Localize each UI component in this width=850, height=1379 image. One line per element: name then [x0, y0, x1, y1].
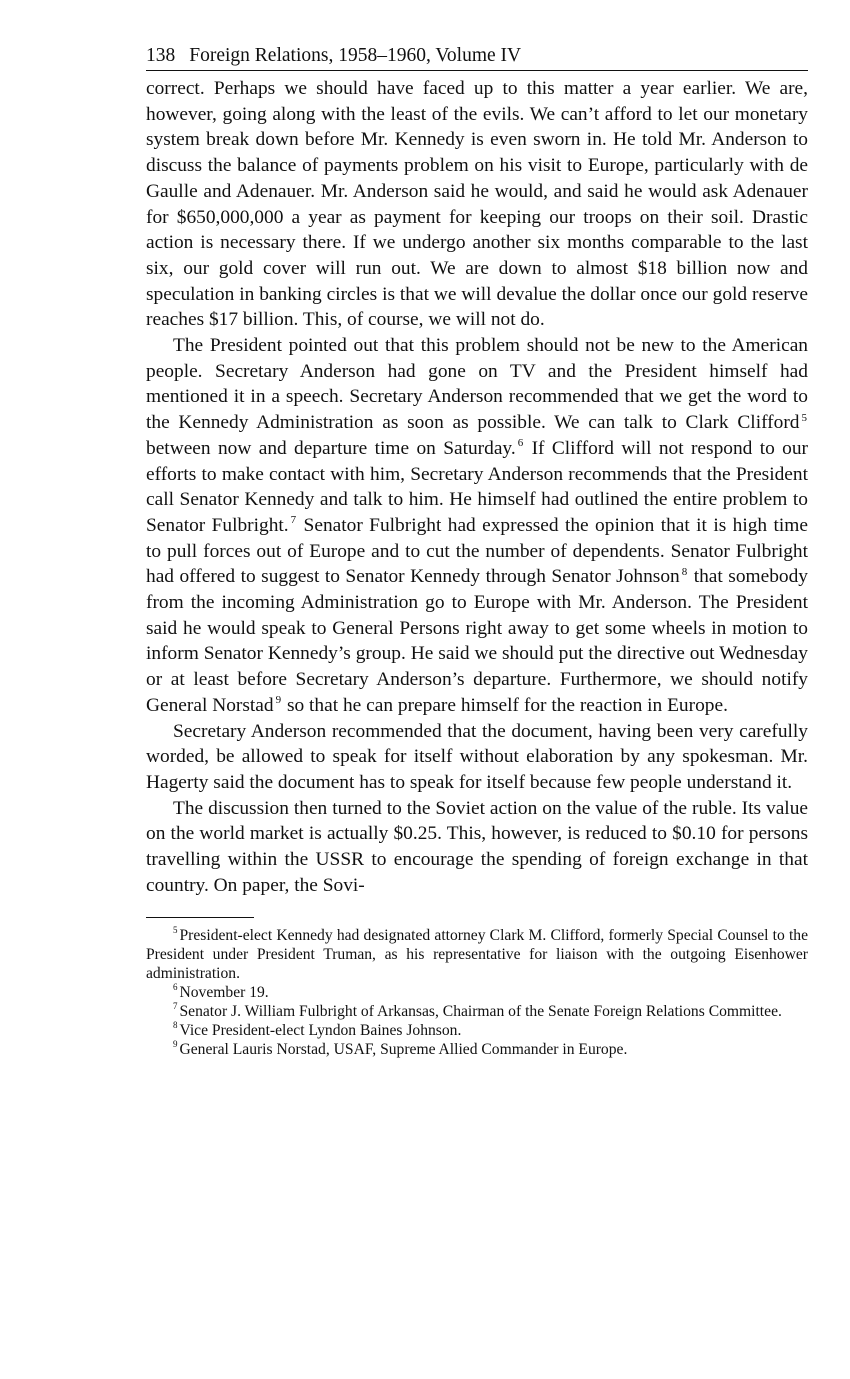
paragraph-2-text: between now and departure time on Saturday. — [146, 437, 516, 459]
footnote-divider — [146, 917, 254, 918]
footnote-ref-8[interactable]: 8 — [681, 565, 688, 578]
paragraph-2-text: If Clifford will not respond to our efforts to make contact with him, Secretary Anderson recommends that the President call Senator Kennedy and talk to him. He himself had outlined the entire problem to Senator Fulbright. — [146, 437, 809, 536]
footnote-number: 6 — [173, 982, 178, 993]
page-number: 138 — [146, 45, 176, 66]
footnote-text: General Lauris Norstad, USAF, Supreme Allied Commander in Europe. — [179, 1040, 628, 1058]
footnote-9 — [146, 1040, 808, 1059]
paragraph-2-text: that somebody from the incoming Administration go to Europe with Mr. Anderson. The President said he would speak to General Persons right away to get some wheels in motion to inform Senator Kennedy’s group. He said we should put the directive out Wednesday or at least before Secretary Anderson’s departure. Furthermore, we should notify General Norstad — [146, 566, 808, 716]
paragraph-4: The discussion then turned to the Soviet action on the value of the ruble. Its value on the world market is actually $0.25. This, however, is reduced to $0.10 for persons travelling within the USSR to encourage the spending of foreign exchange in that country. On paper, the Sovi- — [146, 797, 808, 896]
footnote-text: November 19. — [179, 983, 269, 1001]
footnote-6 — [146, 983, 808, 1002]
footnote-number: 8 — [173, 1020, 178, 1031]
paragraph-1: correct. Perhaps we should have faced up to this matter a year earlier. We are, however, going along with the least of the evils. We can’t afford to let our monetary system break down before Mr. Kennedy is even sworn in. He told Mr. Anderson to discuss the balance of payments problem on his visit to Europe, particularly with de Gaulle and Adenauer. Mr. Anderson said he would, and said he would ask Adenauer for $650,000,000 a year as payment for keeping our troops on their soil. Drastic action is necessary there. If we undergo another six months comparable to the last six, our gold cover will run out. We are down to almost $18 billion now and speculation in banking circles is that we will devalue the dollar once our gold reserve reaches $17 billion. This, of course, we will not do. — [146, 78, 808, 331]
footnote-number: 9 — [173, 1039, 178, 1050]
paragraph-2-text: The President pointed out that this problem should not be new to the American people. Secretary Anderson had gone on TV and the President himself had mentioned it in a speech. Secretary Anderson recommended that we get the word to the Kennedy Administration as soon as possible. We can talk to Clark Clifford — [146, 335, 808, 434]
footnote-ref-7[interactable]: 7 — [290, 514, 297, 527]
body-text — [146, 76, 808, 899]
footnote-ref-5[interactable]: 5 — [801, 411, 807, 424]
footnote-number: 5 — [173, 925, 178, 936]
paragraph-3: Secretary Anderson recommended that the document, having been very carefully worded, be allowed to speak for itself without elaboration by any spokesman. Mr. Hagerty said the document has to speak for itself because few people understand it. — [146, 720, 808, 793]
footnote-number: 7 — [173, 1001, 178, 1012]
paragraph-2 — [146, 333, 808, 719]
footnote-7 — [146, 1002, 808, 1021]
footnotes — [146, 926, 808, 1059]
running-title: Foreign Relations, 1958–1960, Volume IV — [189, 45, 522, 66]
footnote-text: Vice President-elect Lyndon Baines Johnson. — [179, 1021, 462, 1039]
running-head — [146, 44, 808, 71]
footnote-5 — [146, 926, 808, 983]
paragraph-2-text: so that he can prepare himself for the reaction in Europe. — [282, 694, 728, 716]
document-page — [146, 44, 808, 1059]
footnote-ref-9[interactable]: 9 — [275, 694, 282, 707]
paragraph-2-text: Senator Fulbright had expressed the opinion that it is high time to pull forces out of Europe and to cut the number of dependents. Senator Fulbright had offered to suggest to Senator Kennedy through Senator Johnson — [146, 514, 808, 588]
footnote-text: President-elect Kennedy had designated attorney Clark M. Clifford, formerly Special Counsel to the President under President Truman, as his representative for liaison with the outgoing Eisenhower administration. — [146, 926, 808, 982]
footnote-ref-6[interactable]: 6 — [517, 437, 524, 450]
footnote-text: Senator J. William Fulbright of Arkansas, Chairman of the Senate Foreign Relations Committee. — [179, 1002, 782, 1020]
footnote-8 — [146, 1021, 808, 1040]
